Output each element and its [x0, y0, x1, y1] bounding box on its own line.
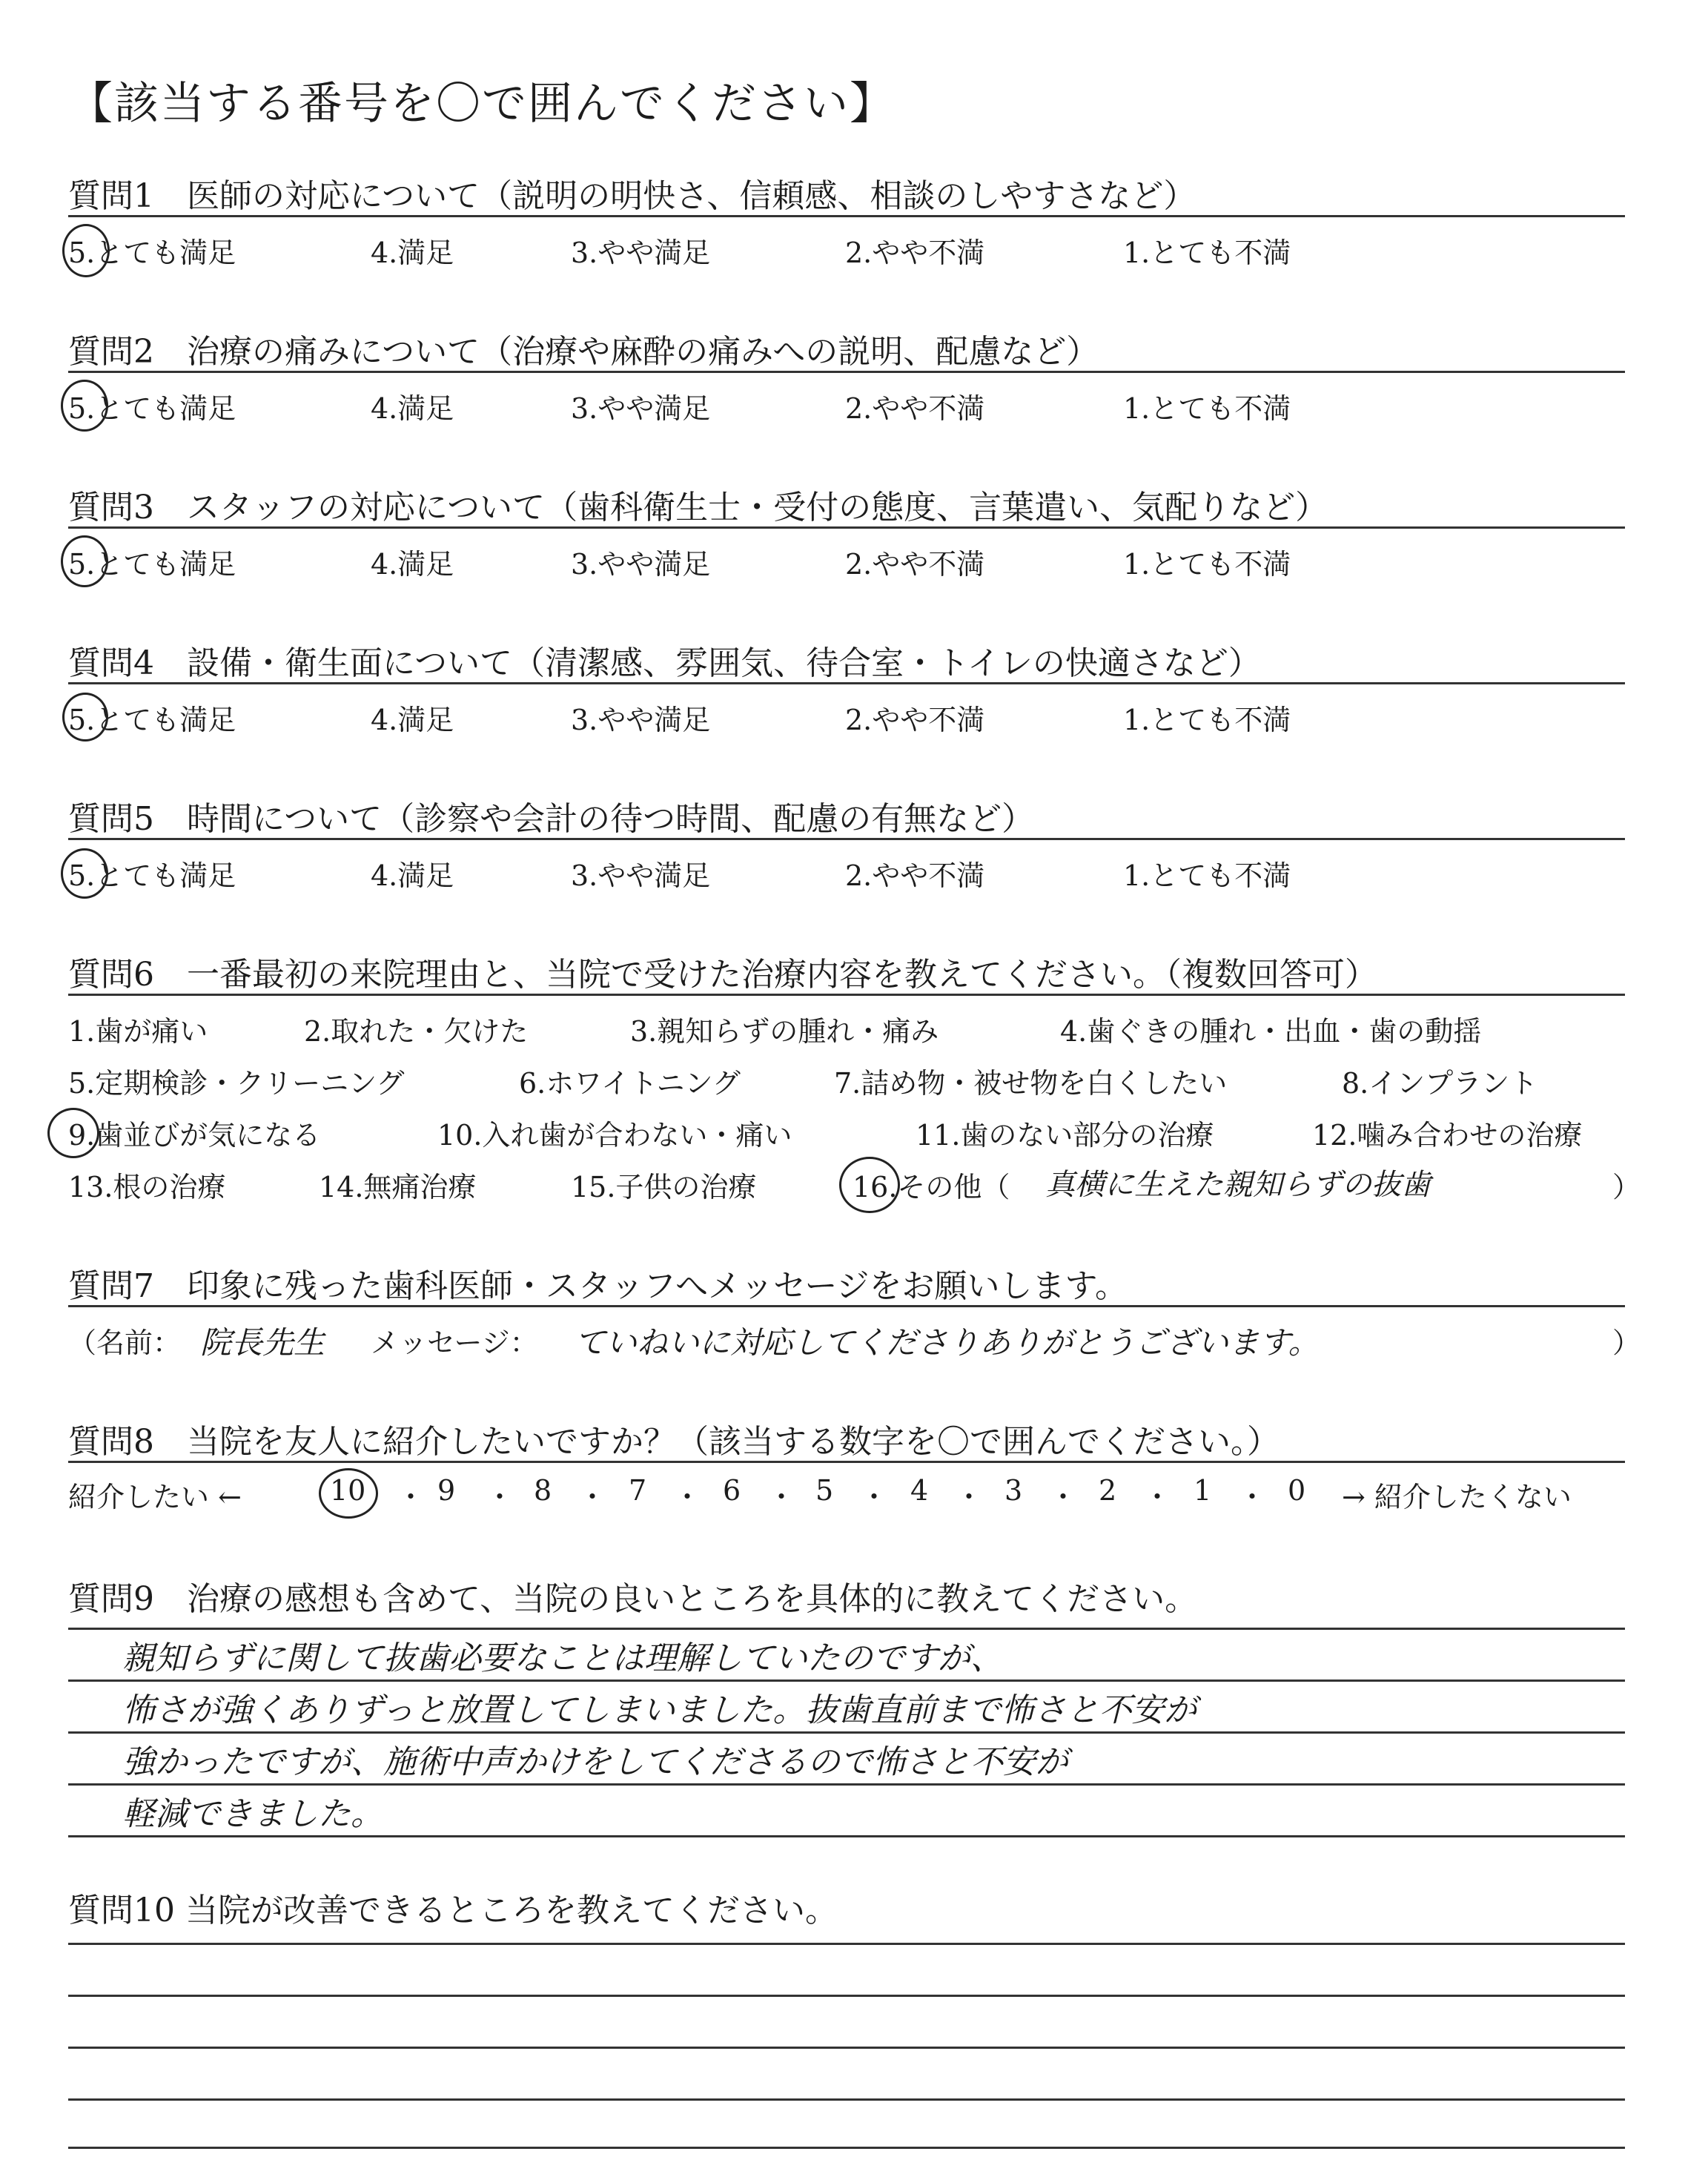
q8-right-label: → 紹介したくない: [1342, 1481, 1572, 1513]
q8-scale-7[interactable]: 7: [629, 1474, 647, 1507]
question-1-heading: 質問1 医師の対応について（説明の明快さ、信頼感、相談のしやすさなど）: [68, 177, 1196, 215]
q4-option-3[interactable]: 3.やや満足: [571, 704, 711, 736]
q7-name-value[interactable]: 院長先生: [200, 1324, 325, 1361]
question-10-heading: 質問10 当院が改善できるところを教えてください。: [68, 1892, 838, 1929]
q10-rule-1: [68, 1943, 1625, 1945]
q3-option-4[interactable]: 4.満足: [371, 548, 454, 581]
q6-option-3[interactable]: 3.親知らずの腫れ・痛み: [630, 1015, 939, 1048]
q6-option-5[interactable]: 5.定期検診・クリーニング: [68, 1067, 405, 1100]
q6-option-10[interactable]: 10.入れ歯が合わない・痛い: [437, 1119, 792, 1152]
question-2-rule: [68, 371, 1625, 373]
q10-rule-4: [68, 2098, 1625, 2101]
q1-option-2[interactable]: 2.やや不満: [845, 237, 985, 269]
q2-option-4[interactable]: 4.満足: [371, 392, 454, 425]
q2-option-1[interactable]: 1.とても不満: [1123, 392, 1291, 425]
q9-rule-1: [68, 1628, 1625, 1630]
q6-option-15[interactable]: 15.子供の治療: [571, 1171, 757, 1203]
q8-left-label: 紹介したい ←: [68, 1481, 242, 1513]
q6-option-9[interactable]: 9.歯並びが気になる: [68, 1119, 321, 1152]
q4-option-5[interactable]: 5.とても満足: [68, 704, 236, 736]
q6-option-7[interactable]: 7.詰め物・被せ物を白くしたい: [834, 1067, 1228, 1100]
q8-scale-6[interactable]: 6: [723, 1474, 741, 1507]
question-8-rule: [68, 1461, 1625, 1463]
q6-option-16[interactable]: 16.その他（: [853, 1171, 1010, 1203]
q6-option-13[interactable]: 13.根の治療: [68, 1171, 226, 1203]
question-8-heading: 質問8 当院を友人に紹介したいですか？（該当する数字を〇で囲んでください。）: [68, 1423, 1280, 1461]
q2-option-3[interactable]: 3.やや満足: [571, 392, 711, 425]
q7-name-label: （名前：: [68, 1327, 182, 1359]
q9-answer-line-1[interactable]: 親知らずに関して抜歯必要なことは理解していたのですが、: [122, 1639, 1003, 1677]
q1-option-3[interactable]: 3.やや満足: [571, 237, 711, 269]
q6-option-2[interactable]: 2.取れた・欠けた: [304, 1015, 529, 1048]
q5-option-5[interactable]: 5.とても満足: [68, 859, 236, 892]
q5-option-2[interactable]: 2.やや不満: [845, 859, 985, 892]
question-4-heading: 質問4 設備・衛生面について（清潔感、雰囲気、待合室・トイレの快適さなど）: [68, 644, 1261, 682]
q9-rule-5: [68, 1835, 1625, 1837]
q6-option-1[interactable]: 1.歯が痛い: [68, 1015, 208, 1048]
question-6-heading: 質問6 一番最初の来院理由と、当院で受けた治療内容を教えてください。（複数回答可）: [68, 956, 1377, 994]
question-7-rule: [68, 1305, 1625, 1307]
q10-rule-2: [68, 1995, 1625, 1997]
q2-option-5[interactable]: 5.とても満足: [68, 392, 236, 425]
q8-scale-0[interactable]: 0: [1288, 1474, 1306, 1507]
q6-close-paren: ）: [1612, 1171, 1641, 1203]
question-6-rule: [68, 994, 1625, 996]
q6-option-11[interactable]: 11.歯のない部分の治療: [916, 1119, 1214, 1152]
q6-option-6[interactable]: 6.ホワイトニング: [519, 1067, 741, 1100]
q9-rule-4: [68, 1783, 1625, 1786]
q7-message-value[interactable]: ていねいに対応してくださりありがとうございます。: [575, 1324, 1320, 1361]
q9-rule-2: [68, 1680, 1625, 1682]
q6-option-12[interactable]: 12.噛み合わせの治療: [1312, 1119, 1583, 1152]
q4-option-1[interactable]: 1.とても不満: [1123, 704, 1291, 736]
q9-answer-line-4[interactable]: 軽減できました。: [122, 1795, 383, 1833]
q10-rule-5: [68, 2147, 1625, 2149]
question-3-heading: 質問3 スタッフの対応について（歯科衛生士・受付の態度、言葉遣い、気配りなど）: [68, 489, 1328, 526]
q6-option-8[interactable]: 8.インプラント: [1342, 1067, 1538, 1100]
q8-scale-3[interactable]: 3: [1004, 1474, 1023, 1507]
q5-option-3[interactable]: 3.やや満足: [571, 859, 711, 892]
survey-page: 【該当する番号を〇で囲んでください】 質問1 医師の対応について（説明の明快さ、信頼感、相談のしやすさなど） 5.とても満足 4.満足 3.やや満足 2.やや不満 1.とても不満 質問2 治療の痛みについて（治療や麻酔の痛みへの説明、配慮など） 5.とても満足 4.満足 3.やや満足 2.やや不満 1.とても不満 質問3 スタッフの対応について（歯科衛生士・受付の態度、言葉遣い、気配りなど） 5.とても満足 4.満足 3.やや満足 2.やや不満 1.とても不満 質問4 設備・衛生面について（清潔感、雰囲気、待合室・トイレの快適さなど） 5.とても満足 4.満足 3.やや満足 2.やや不満 1.とても不満 質問5 時間について（診察や会計の待つ時間、配慮の有無など） 5.とても満足 4.満足 3.やや満足 2.やや不満 1.とても不満 質問6 一番最初の来院理由と、当院で受けた治療内容を教えてください。（複数回答可） 1.歯が痛い 2.取れた・欠けた 3.親知らずの腫れ・痛み 4.歯ぐきの腫れ・出血・歯の動揺 5.定期検診・クリーニング 6.ホワイトニング 7.詰め物・被せ物を白くしたい 8.インプラント 9.歯並びが気になる 10.入れ歯が合わない・痛い 11.歯のない部分の治療 12.噛み合わせの治療 13.根の治療 14.無痛治療 15.子供の治療 16.その他（ 真横に生えた親知らずの抜歯 ） 質問7 印象に残った歯科医師・スタッフへメッセージをお願いします。 （名前： 院長先生 メッセージ： ていねいに対応してくださりありがとうございます。 ） 質問8 当院を友人に紹介したいですか？（該当する数字を〇で囲んでください。） 紹介したい ← 10 ・ 9 ・ 8 ・ 7 ・ 6 ・ 5 ・ 4 ・ 3 ・ 2 ・ 1 ・ 0 → 紹介したくない 質問9 治療の感想も含めて、当院の良いところを具体的に教えてください。 親知らずに関して抜歯必要なことは理解していたのですが、 怖さが強くありずっと放置してしまいました。抜歯直前まで怖さと不安が 強かったですが、施術中声かけをしてくださるので怖さと不安が 軽減できました。 質問10 当院が改善できるところを教えてください。: [0, 0, 1708, 2160]
q3-option-2[interactable]: 2.やや不満: [845, 548, 985, 581]
q3-option-5[interactable]: 5.とても満足: [68, 548, 236, 581]
question-9-heading: 質問9 治療の感想も含めて、当院の良いところを具体的に教えてください。: [68, 1580, 1198, 1618]
question-5-heading: 質問5 時間について（診察や会計の待つ時間、配慮の有無など）: [68, 800, 1035, 838]
q7-close-paren: ）: [1612, 1327, 1641, 1359]
q6-option-14[interactable]: 14.無痛治療: [319, 1171, 477, 1203]
question-3-rule: [68, 526, 1625, 529]
q8-scale-1[interactable]: 1: [1194, 1474, 1212, 1507]
question-4-rule: [68, 682, 1625, 684]
q8-scale-10[interactable]: 10: [330, 1474, 366, 1507]
q5-option-1[interactable]: 1.とても不満: [1123, 859, 1291, 892]
q6-option-4[interactable]: 4.歯ぐきの腫れ・出血・歯の動揺: [1060, 1015, 1482, 1048]
q9-answer-line-3[interactable]: 強かったですが、施術中声かけをしてくださるので怖さと不安が: [122, 1743, 1068, 1781]
q3-option-1[interactable]: 1.とても不満: [1123, 548, 1291, 581]
q8-scale-4[interactable]: 4: [910, 1474, 929, 1507]
q8-scale-9[interactable]: 9: [437, 1474, 456, 1507]
q4-option-2[interactable]: 2.やや不満: [845, 704, 985, 736]
question-2-heading: 質問2 治療の痛みについて（治療や麻酔の痛みへの説明、配慮など）: [68, 333, 1099, 371]
q4-option-4[interactable]: 4.満足: [371, 704, 454, 736]
q8-scale-2[interactable]: 2: [1099, 1474, 1117, 1507]
q9-rule-3: [68, 1731, 1625, 1734]
q1-option-5[interactable]: 5.とても満足: [68, 237, 236, 269]
question-7-heading: 質問7 印象に残った歯科医師・スタッフへメッセージをお願いします。: [68, 1267, 1128, 1305]
q1-option-1[interactable]: 1.とても不満: [1123, 237, 1291, 269]
q8-scale-5[interactable]: 5: [815, 1474, 834, 1507]
q6-other-text[interactable]: 真横に生えた親知らずの抜歯: [1045, 1168, 1431, 1202]
q8-scale-8[interactable]: 8: [534, 1474, 552, 1507]
q1-option-4[interactable]: 4.満足: [371, 237, 454, 269]
q10-rule-3: [68, 2047, 1625, 2049]
q5-option-4[interactable]: 4.満足: [371, 859, 454, 892]
question-5-rule: [68, 838, 1625, 840]
q9-answer-line-2[interactable]: 怖さが強くありずっと放置してしまいました。抜歯直前まで怖さと不安が: [122, 1691, 1197, 1729]
question-1-rule: [68, 215, 1625, 217]
q7-message-label: メッセージ：: [371, 1327, 538, 1359]
q3-option-3[interactable]: 3.やや満足: [571, 548, 711, 581]
q2-option-2[interactable]: 2.やや不満: [845, 392, 985, 425]
page-title: 【該当する番号を〇で囲んでください】: [68, 78, 896, 130]
